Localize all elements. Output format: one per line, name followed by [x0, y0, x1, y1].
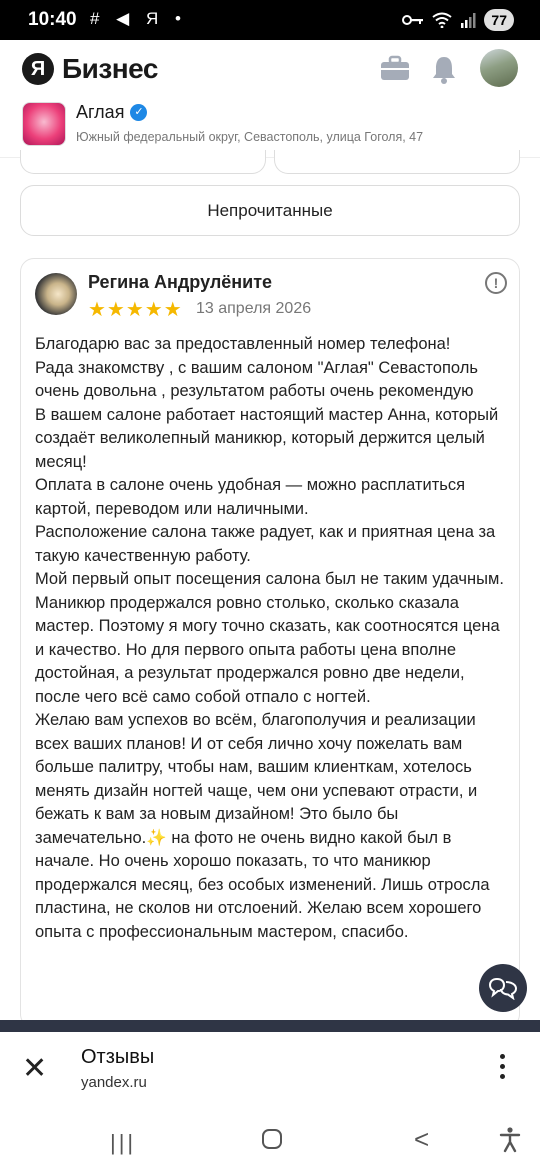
- review-date: 13 апреля 2026: [196, 300, 312, 317]
- logo-text: Бизнес: [62, 53, 158, 84]
- business-info[interactable]: [0, 98, 540, 158]
- business-name-row: [76, 102, 147, 123]
- panel-title: Отзывы: [81, 1046, 155, 1068]
- user-avatar[interactable]: [480, 49, 518, 87]
- unread-filter-button[interactable]: Непрочитанные: [20, 185, 520, 236]
- accessibility-icon[interactable]: [499, 1127, 521, 1153]
- status-time: 10:40: [28, 9, 77, 30]
- status-bar: [0, 0, 540, 40]
- key-icon: [402, 13, 424, 27]
- rating-stars: ★★★★★: [88, 299, 183, 321]
- filter-button-partial-left[interactable]: [20, 150, 266, 174]
- system-nav-bar: [0, 1108, 540, 1170]
- yandex-business-logo[interactable]: [22, 53, 158, 85]
- business-name: Аглая: [76, 102, 125, 122]
- verified-icon: ✓: [130, 104, 147, 121]
- signal-icon: [460, 12, 476, 28]
- notification-icons: # ◀ Я •: [90, 9, 187, 28]
- bell-icon[interactable]: [430, 54, 458, 84]
- review-card: [20, 258, 520, 1028]
- panel-divider: [0, 1020, 540, 1032]
- home-button[interactable]: [262, 1129, 282, 1149]
- battery-level: 77: [484, 9, 514, 31]
- reviewer-name[interactable]: Регина Андрулёните: [88, 272, 273, 292]
- chat-button[interactable]: [479, 964, 527, 1012]
- close-icon[interactable]: ✕: [22, 1052, 48, 1085]
- back-button[interactable]: <: [414, 1124, 430, 1154]
- more-icon[interactable]: [498, 1054, 506, 1086]
- business-logo: [22, 102, 66, 146]
- review-text: Благодарю вас за предоставленный номер телефона! Рада знакомству , с вашим салоном "Аглая" Севастополь очень довольна , результатом работы очень рекомендую В вашем салоне работает настоящий мастер Анна, который создаёт великолепный маникюр, который держится целый месяц! Оплата в салоне очень удобная — можно расплатиться картой, переводом или наличными. Расположение салона также радует, как и приятная цена за такую качественную работу. Мой первый опыт посещения салона был не таким удачным. Маникюр продержался ровно столько, сколько сказала мастер. Поэтому я могу точно сказать, как соотносятся цена и качество. Но для первого опыта работы цена вполне достойная, а результат продержался ровно две недели, после чего всё само собой отпало с ногтей. Желаю вам успехов во всём, благополучия и реализации всех ваших планов! И от себя лично хочу пожелать вам больше палитру, чтобы нам, вашим клиенткам, хотелось менять дизайн ногтей чаще, чем они успевают отрасти, и бежать к вам за новым дизайном! Это было бы замечательно.✨ на фото не очень видно какой был в начале. Но очень хорошо показать, то что маникюр продержался месяц, без особых изменений. Лишь отросла пластина, не сколов ни отслоений. Желаю всем хорошего опыта с профессиональным мастером, спасибо.: [35, 335, 504, 941]
- report-icon[interactable]: !: [485, 272, 507, 294]
- reviewer-avatar[interactable]: [35, 273, 77, 315]
- browser-panel: [0, 1032, 540, 1108]
- chat-icon: [489, 976, 517, 1000]
- briefcase-icon[interactable]: [380, 54, 410, 82]
- panel-url: yandex.ru: [81, 1074, 147, 1091]
- filter-button-partial-right[interactable]: [274, 150, 520, 174]
- logo-mark: Я: [22, 53, 54, 85]
- recent-apps-button[interactable]: |||: [110, 1130, 137, 1155]
- status-right: [402, 8, 514, 32]
- wifi-icon: [432, 12, 452, 28]
- app-header: [0, 40, 540, 98]
- business-address: Южный федеральный округ, Севастополь, улица Гоголя, 47: [76, 130, 424, 144]
